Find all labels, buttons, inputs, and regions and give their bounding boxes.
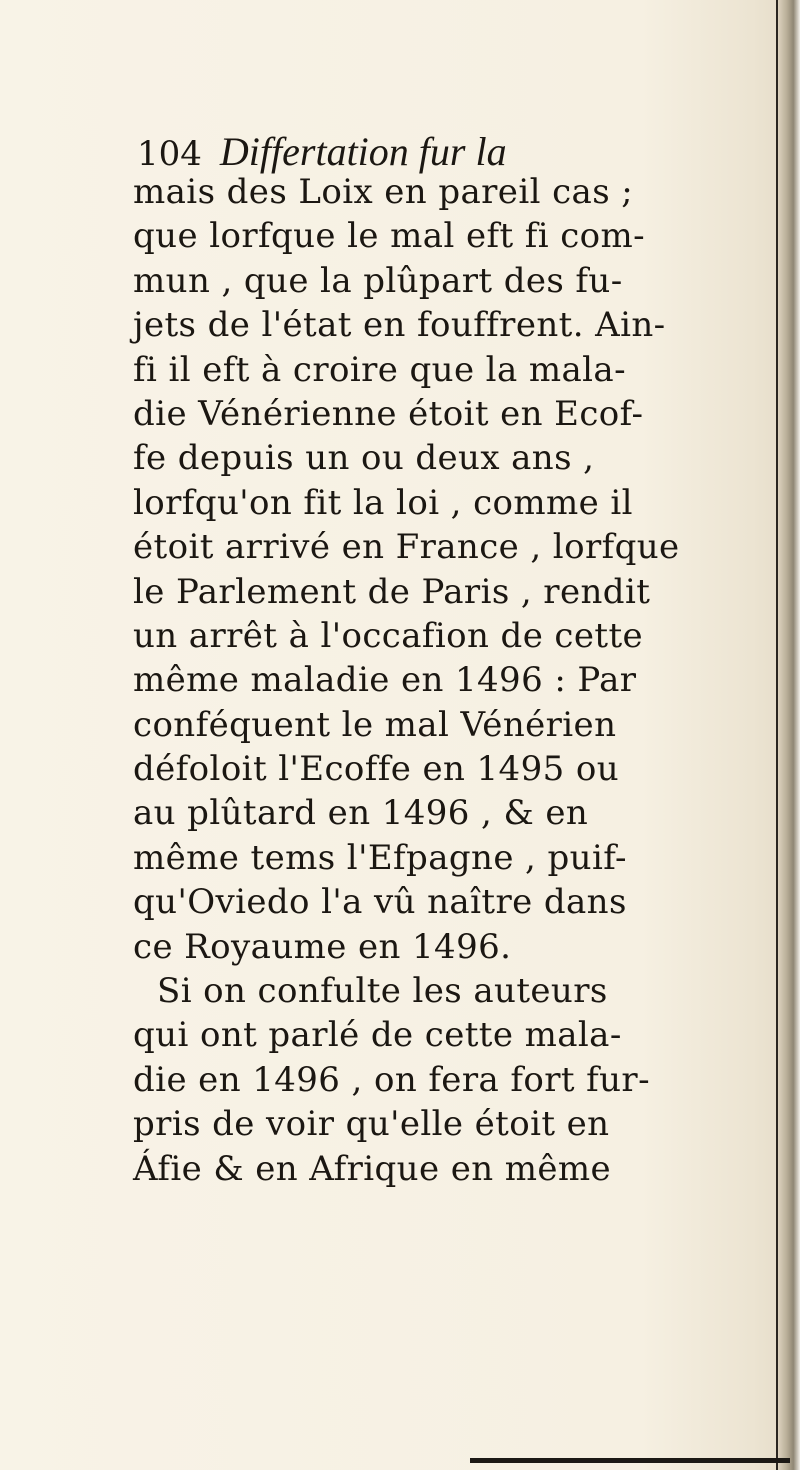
text-line: même maladie en 1496 : Par	[133, 660, 637, 701]
text-line: fe depuis un ou deux ans ,	[133, 438, 595, 479]
text-line: conféquent le mal Vénérien	[133, 704, 617, 745]
text-line: étoit arrivé en France , lorfque	[133, 527, 680, 568]
text-line: pris de voir qu'elle étoit en	[133, 1104, 610, 1145]
text-line: au plûtard en 1496 , & en	[133, 793, 589, 834]
text-line: défoloit l'Ecoffe en 1495 ou	[133, 749, 620, 790]
text-line: ce Royaume en 1496.	[133, 926, 512, 967]
page-number: 104	[137, 134, 202, 174]
text-line: qui ont parlé de cette mala-	[133, 1015, 622, 1056]
text-line: le Parlement de Paris , rendit	[133, 571, 651, 612]
text-line: fi il eft à croire que la mala-	[133, 349, 626, 390]
paragraph-start-line: Si on confulte les auteurs	[157, 971, 608, 1012]
body-text	[133, 170, 680, 1191]
text-line: qu'Oviedo l'a vû naître dans	[133, 882, 627, 923]
text-line: mun , que la plûpart des fu-	[133, 260, 623, 301]
text-line: mais des Loix en pareil cas ;	[133, 172, 634, 212]
page-bottom-rule	[470, 1458, 790, 1463]
text-line: Áfie & en Afrique en même	[133, 1148, 612, 1189]
text-line: même tems l'Efpagne , puif-	[133, 837, 627, 878]
book-spine-edge	[776, 0, 800, 1470]
running-head: Differtation fur la	[219, 129, 507, 174]
text-line: die Vénérienne étoit en Ecof-	[133, 393, 644, 434]
text-line: lorfqu'on fit la loi , comme il	[133, 482, 633, 523]
text-line: que lorfque le mal eft fi com-	[133, 216, 646, 257]
text-line: die en 1496 , on fera fort fur-	[133, 1059, 650, 1100]
text-line: jets de l'état en fouffrent. Ain-	[133, 305, 666, 346]
text-line: un arrêt à l'occafion de cette	[133, 615, 644, 656]
